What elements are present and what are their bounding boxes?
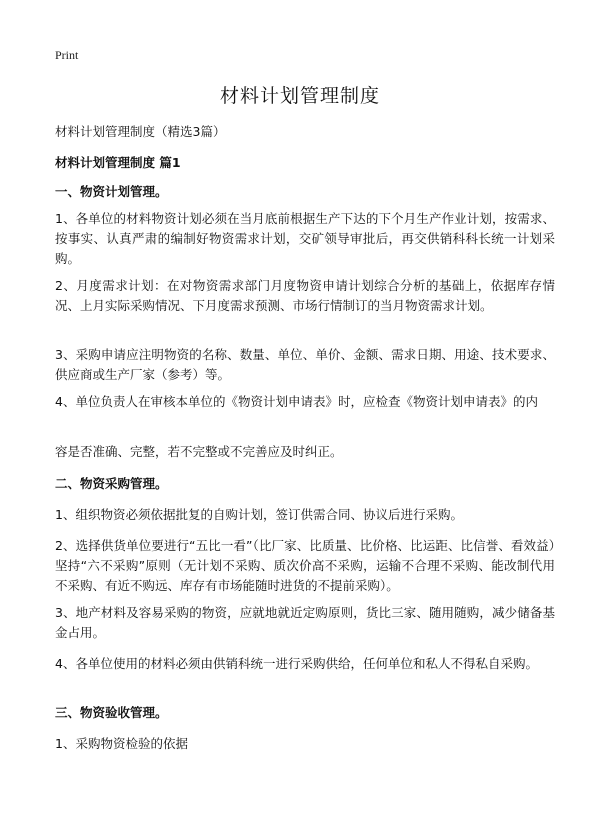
paragraph-1-5: 容是否准确、完整，若不完整或不完善应及时纠正。: [55, 444, 343, 459]
paragraph-2-2: 2、选择供货单位要进行“五比一看”（比厂家、比质量、比价格、比运距、比信誉、看效益）坚持“六不采购”原则（无计划不采购、质次价高不采购，运输不合理不采购、能改制代用不采购、有近不购远、库存有市场能随时进货的不提前采购）。: [55, 538, 555, 593]
paragraph-2-4: 4、各单位使用的材料必须由供销科统一进行采购供给，任何单位和私人不得私自采购。: [55, 656, 538, 671]
paragraph-2-1: 1、组织物资必须依据批复的自购计划，签订供需合同、协议后进行采购。: [55, 507, 463, 522]
paragraph-1-1: 1、各单位的材料物资计划必须在当月底前根据生产下达的下个月生产作业计划，按需求、按事实、认真严肃的编制好物资需求计划，交矿领导审批后，再交供销科科长统一计划采购。: [55, 211, 555, 266]
print-label: Print: [55, 48, 79, 62]
paragraph-2-3: 3、地产材料及容易采购的物资，应就地就近定购原则，货比三家、随用随购，减少储备基金占用。: [55, 605, 555, 640]
paragraph-1-4: 4、单位负责人在审核本单位的《物资计划申请表》时，应检查《物资计划申请表》的内: [55, 394, 538, 409]
section-heading-1: 一、物资计划管理。: [55, 184, 168, 199]
document-subtitle: 材料计划管理制度（精选3篇）: [55, 124, 226, 139]
paragraph-3-1: 1、采购物资检验的依据: [55, 736, 188, 751]
section-heading-2: 二、物资采购管理。: [55, 476, 168, 491]
document-title: 材料计划管理制度: [219, 85, 380, 107]
article-heading: 材料计划管理制度 篇1: [55, 155, 181, 170]
paragraph-1-3: 3、采购申请应注明物资的名称、数量、单位、单价、金额、需求日期、用途、技术要求、供应商或生产厂家（参考）等。: [55, 347, 555, 382]
paragraph-1-2: 2、月度需求计划：在对物资需求部门月度物资申请计划综合分析的基础上，依据库存情况、上月实际采购情况、下月度需求预测、市场行情制订的当月物资需求计划。: [55, 278, 555, 313]
section-heading-3: 三、物资验收管理。: [55, 705, 168, 720]
